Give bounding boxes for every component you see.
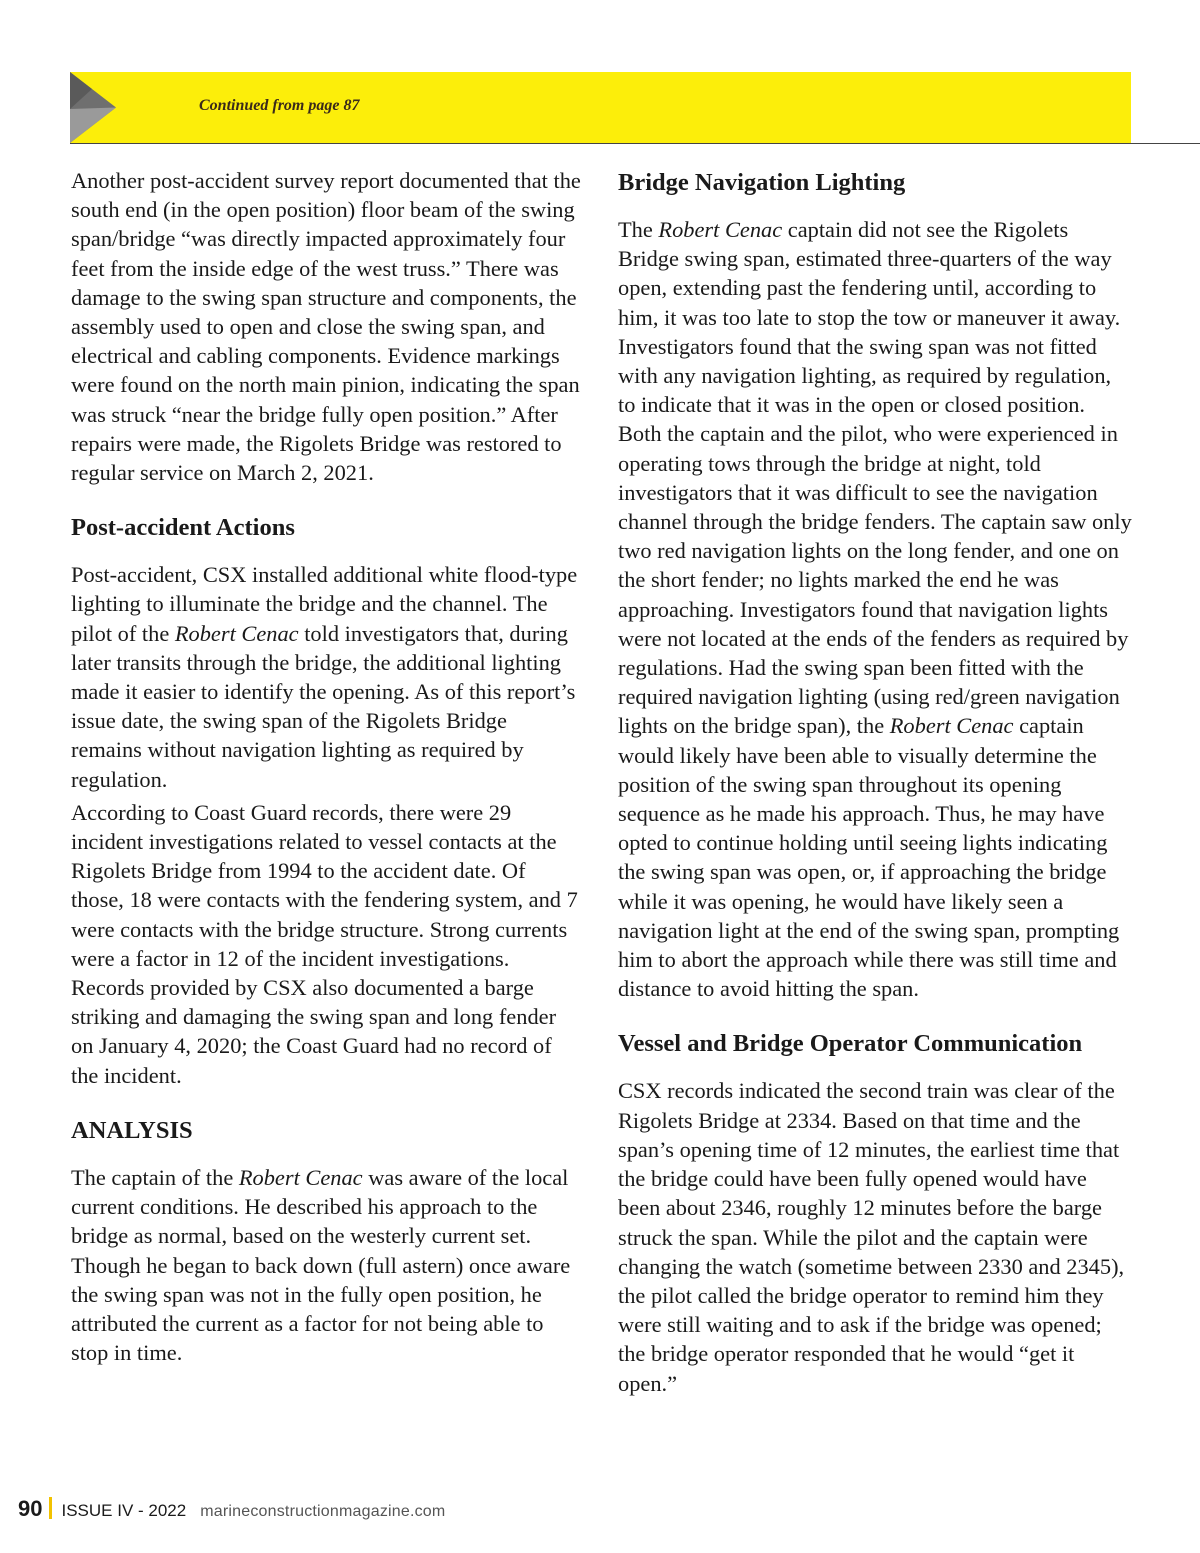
left-column bbox=[71, 166, 581, 1371]
vessel-name: Robert Cenac bbox=[658, 217, 783, 242]
heading-analysis: ANALYSIS bbox=[71, 1116, 193, 1144]
paragraph-analysis: The captain of the Robert Cenac was aware of the local current conditions. He described his approach to the bridge as normal, based on the westerly current set. Though he began to back down (full astern) once aware the swing span was not in the fully open position, he attributed the current as a factor for not being able to stop in time. bbox=[71, 1164, 571, 1366]
arrow-icon bbox=[70, 72, 116, 143]
heading-post-accident-actions: Post-accident Actions bbox=[71, 514, 295, 542]
footer-separator bbox=[49, 1497, 52, 1519]
continued-from-label: Continued from page 87 bbox=[199, 97, 360, 114]
right-column bbox=[618, 166, 1132, 1402]
paragraph-navigation-lighting: The Robert Cenac captain did not see the Rigolets Bridge swing span, estimated three-quarters of the way open, extending past the fendering until, according to him, it was too late to stop the tow or maneuver it away. Investigators found that the swing span was not fitted with any navigation lighting, as required by regulation, to indicate that it was in the open or closed position. Both the captain and the pilot, who were experienced in operating tows through the bridge at night, told investigators that it was difficult to see the navigation channel through the bridge fenders. The captain saw only two red navigation lights on the long fender, and one on the short fender; no lights marked the end he was approaching. Investigators found that navigation lights were not located at the ends of the fenders as required by regulations. Had the swing span been fitted with the required navigation lighting (using red/green navigation lights on the bridge span), the Robert Cenac captain would likely have been able to visually determine the position of the swing span throughout its opening sequence as he made his approach. Thus, he may have opted to continue holding until seeing lights indicating the swing span was open, or, if approaching the bridge while it was opening, he would have likely seen a navigation light at the end of the swing span, prompting him to abort the approach while there was still time and distance to avoid hitting the span. bbox=[618, 217, 1132, 1002]
vessel-name: Robert Cenac bbox=[889, 713, 1014, 739]
issue-label: ISSUE IV - 2022 bbox=[61, 1501, 187, 1520]
website-link[interactable]: marineconstructionmagazine.com bbox=[200, 1503, 446, 1520]
heading-operator-communication: Vessel and Bridge Operator Communication bbox=[618, 1030, 1083, 1058]
paragraph-operator-communication: CSX records indicated the second train was clear of the Rigolets Bridge at 2334. Based on that time and the span’s opening time of 12 minutes, the earliest time that the bridge could have been fully opened would have been about 2346, roughly 12 minutes before the barge struck the span. While the pilot and the captain were changing the watch (sometime between 2330 and 2345), the pilot called the bridge operator to remind him they were still waiting and to ask if the bridge was opened; the bridge operator responded that he would “get it open.” bbox=[618, 1078, 1125, 1396]
heading-bridge-navigation-lighting: Bridge Navigation Lighting bbox=[618, 169, 906, 196]
vessel-name: Robert Cenac bbox=[238, 1164, 363, 1190]
header-divider bbox=[70, 143, 1200, 144]
paragraph-post-accident: Post-accident, CSX installed additional white flood-type lighting to illuminate the bridge and the channel. The pilot of the Robert Cenac told investigators that, during later transits through the bridge, the additional lighting made it easier to identify the opening. As of this report’s issue date, the swing span of the Rigolets Bridge remains without navigation lighting as required by regulation. bbox=[71, 562, 578, 792]
paragraph-survey-report: Another post-accident survey report documented that the south end (in the open position) floor beam of the swing span/bridge “was directly impacted approximately four feet from the inside edge of the west truss.” There was damage to the swing span structure and components, the assembly used to open and close the swing span, and electrical and cabling components. Evidence markings were found on the north main pinion, indicating the span was struck “near the bridge fully open position.” After repairs were made, the Rigolets Bridge was restored to regular service on March 2, 2021. bbox=[71, 168, 581, 486]
paragraph-coast-guard-records: According to Coast Guard records, there were 29 incident investigations related to vessel contacts at the Rigolets Bridge from 1994 to the accident date. Of those, 18 were contacts with the fendering system, and 7 were contacts with the bridge structure. Strong currents were a factor in 12 of the incident investigations. Records provided by CSX also documented a barge striking and damaging the swing span and long fender on January 4, 2020; the Coast Guard had no record of the incident. bbox=[71, 799, 578, 1088]
page-footer bbox=[18, 1494, 445, 1522]
vessel-name: Robert Cenac bbox=[174, 620, 299, 646]
page-number: 90 bbox=[18, 1496, 43, 1521]
